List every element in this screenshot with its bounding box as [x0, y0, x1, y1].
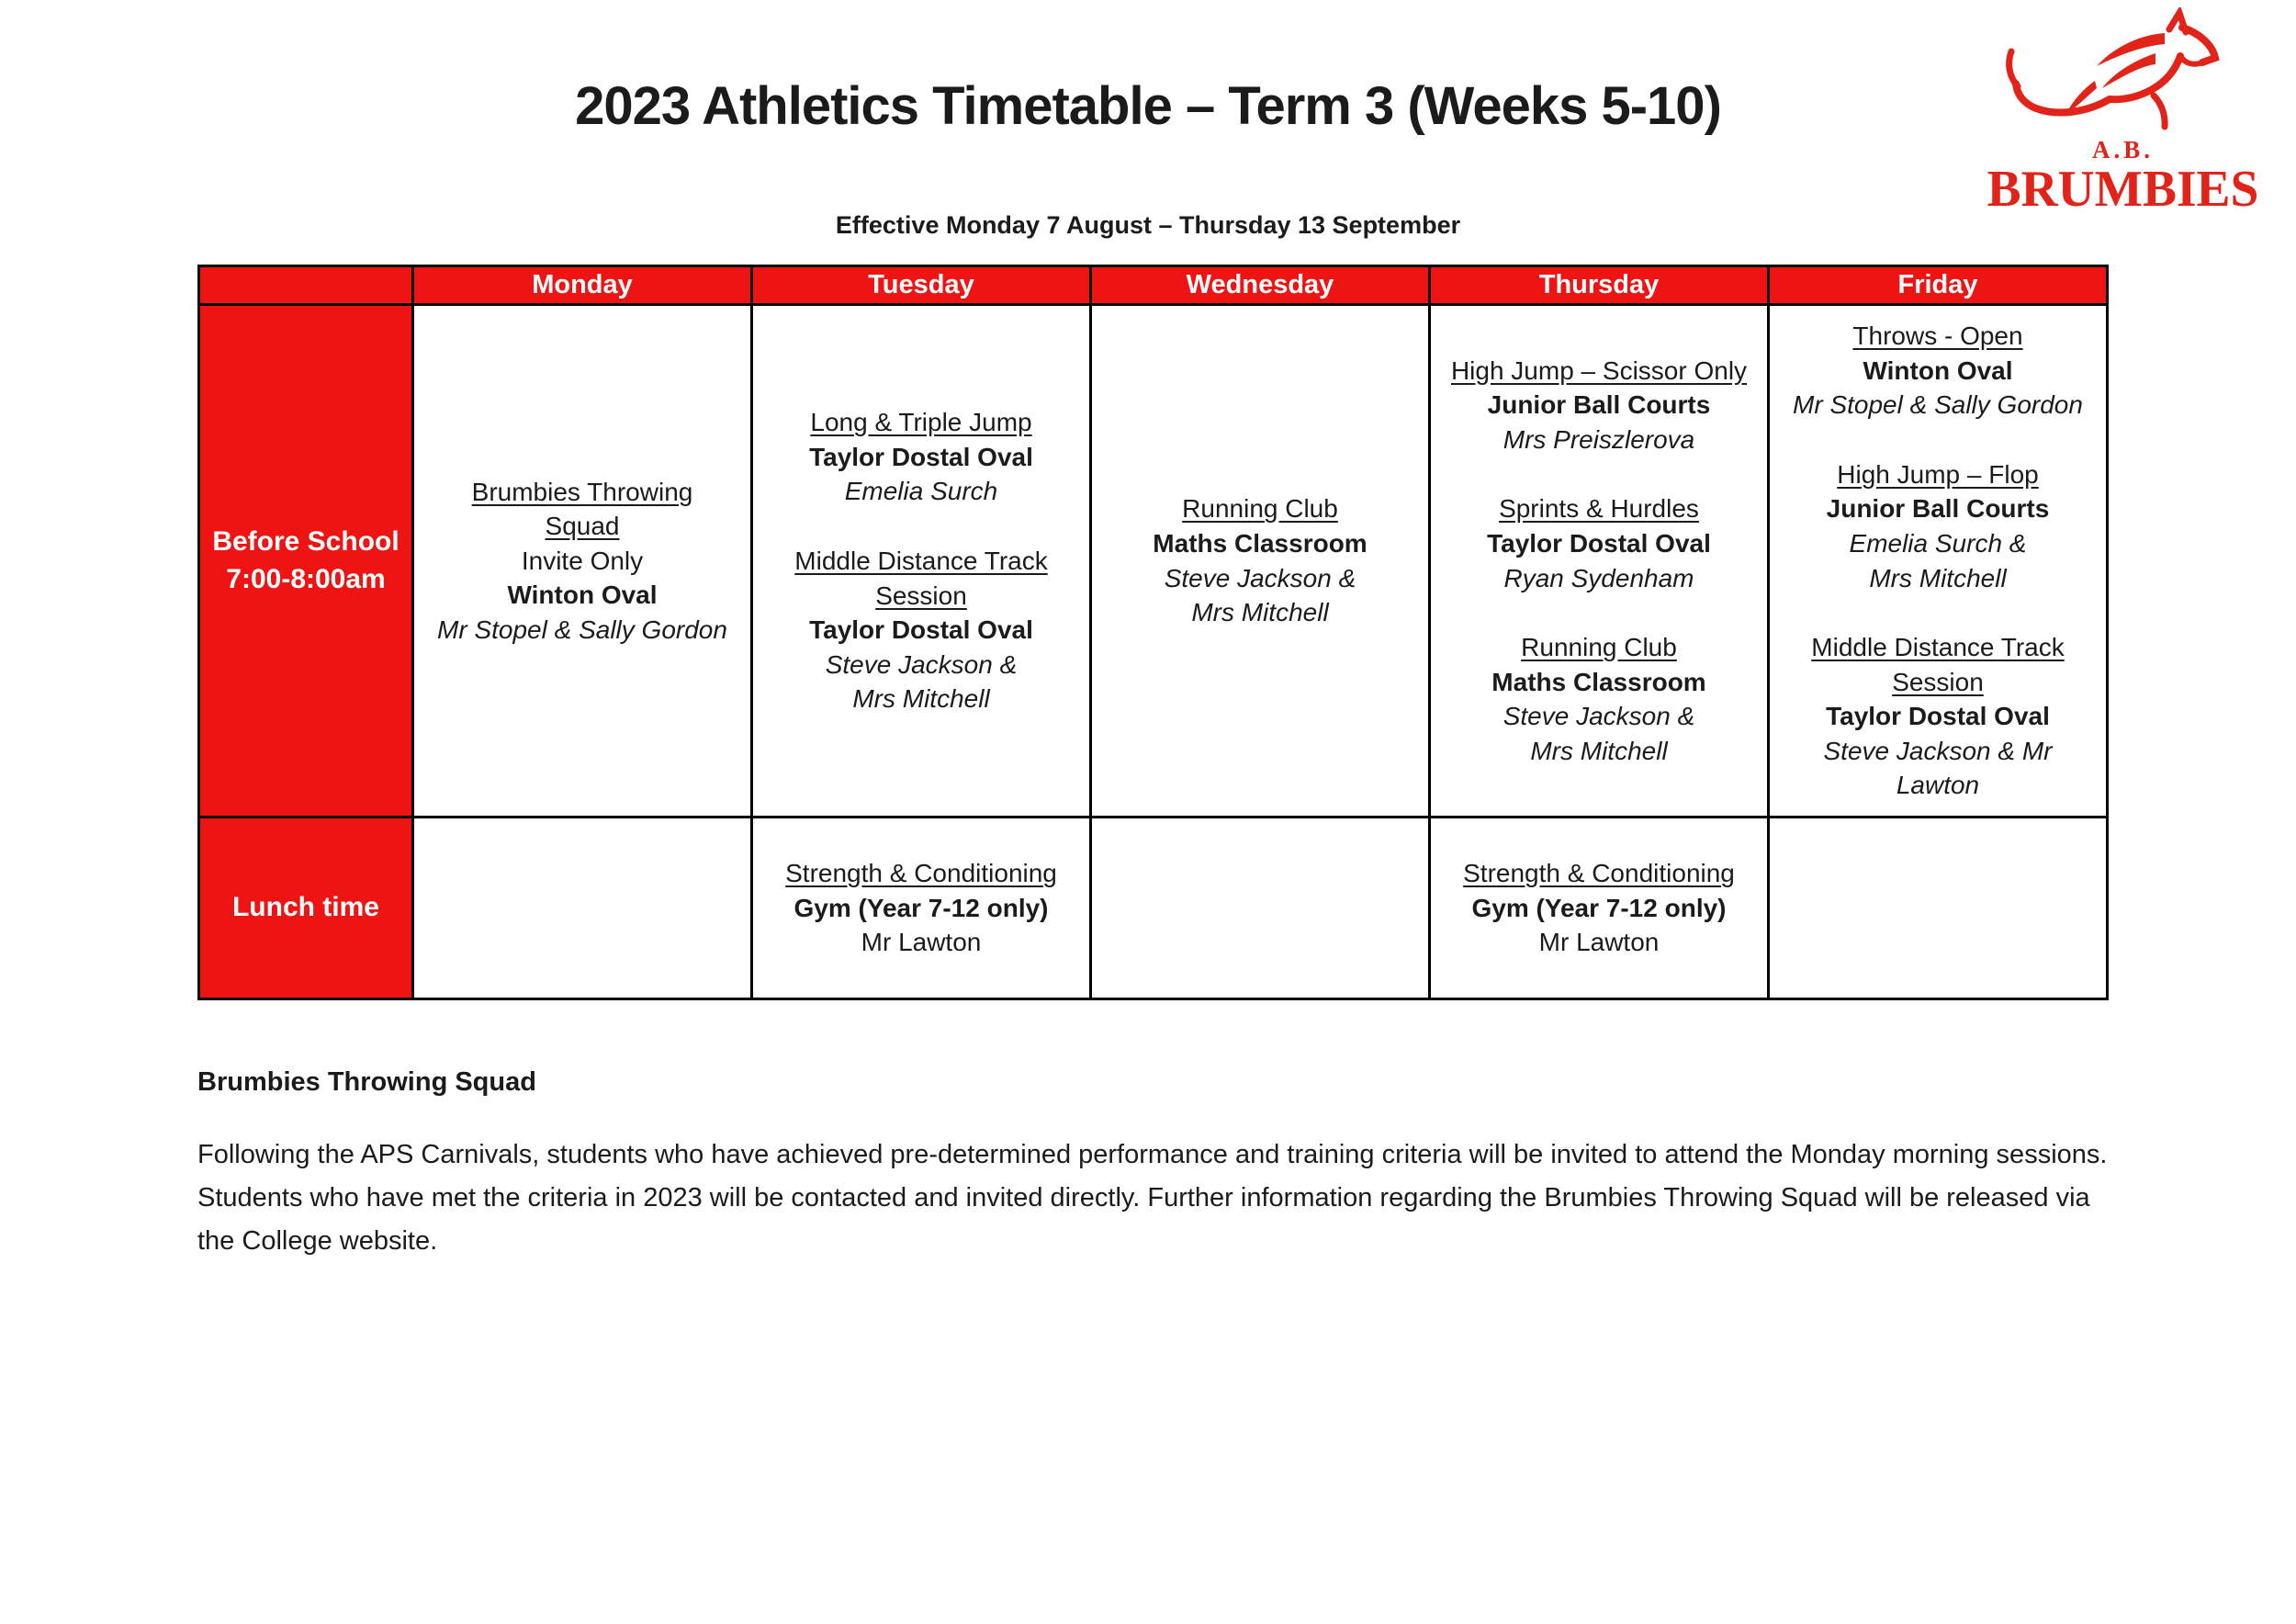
session-line-bold: Gym (Year 7-12 only) — [793, 893, 1049, 922]
session-block — [1436, 856, 1761, 960]
row-label-line: Lunch time — [231, 892, 379, 923]
corner-cell — [199, 266, 413, 305]
logo-abbr: A.B. — [2091, 136, 2154, 164]
logo-name: BRUMBIES — [1986, 161, 2259, 218]
cell-lunch-friday — [1769, 818, 2108, 999]
lunch-row — [199, 818, 2108, 999]
before-school-row — [199, 305, 2108, 818]
session-line-italic: Steve Jackson & — [825, 649, 1018, 679]
session-line-bold: Winton Oval — [1863, 355, 2013, 385]
session-line-underline: Middle Distance Track — [1811, 633, 2065, 662]
session-line-italic: Mrs Mitchell — [1191, 598, 1329, 627]
session-line-underline: Brumbies Throwing — [471, 477, 693, 506]
session-line-underline: Strength & Conditioning — [1463, 859, 1735, 888]
session-block — [1436, 354, 1761, 457]
session-line-italic: Steve Jackson & — [1164, 563, 1356, 592]
session-line-bold: Winton Oval — [507, 581, 658, 610]
session-line-underline: Running Club — [1182, 494, 1338, 524]
cell-lunch-monday — [413, 818, 752, 999]
session-block — [420, 475, 745, 648]
footer-heading: Brumbies Throwing Squad — [197, 1067, 536, 1097]
session-block — [1775, 630, 2100, 803]
cell-lunch-wednesday — [1091, 818, 1430, 999]
session-line-bold: Junior Ball Courts — [1826, 494, 2050, 524]
cell-before-school-thursday — [1430, 305, 1769, 818]
session-line-underline: Squad — [545, 512, 620, 541]
session-line-italic: Emelia Surch — [844, 477, 998, 506]
cell-lunch-thursday — [1430, 818, 1769, 999]
session-block — [1775, 319, 2100, 423]
cell-before-school-tuesday — [752, 305, 1091, 818]
session-line-italic: Mrs Mitchell — [1869, 563, 2007, 592]
session-block — [759, 856, 1084, 960]
day-header-wednesday: Wednesday — [1091, 266, 1430, 305]
session-line-bold: Maths Classroom — [1153, 528, 1367, 558]
session-line-italic: Steve Jackson & — [1503, 702, 1695, 731]
session-line-italic: Mr Stopel & Sally Gordon — [437, 615, 727, 644]
day-header-row — [199, 266, 2108, 305]
session-block — [1097, 491, 1423, 629]
session-line-underline: High Jump – Flop — [1837, 459, 2039, 489]
session-line-bold: Taylor Dostal Oval — [809, 442, 1033, 471]
session-line-italic: Lawton — [1896, 771, 1980, 800]
row-label-before-school — [199, 305, 413, 818]
session-line-plain: Mr Lawton — [1538, 928, 1660, 957]
session-line-plain: Mr Lawton — [861, 928, 982, 957]
session-line-underline: Strength & Conditioning — [785, 859, 1057, 888]
session-line-italic: Emelia Surch & — [1849, 528, 2027, 558]
session-line-underline: Middle Distance Track — [794, 546, 1048, 575]
session-line-underline: Sprints & Hurdles — [1499, 494, 1699, 524]
session-line-underline: Session — [1892, 667, 1984, 696]
cell-before-school-monday — [413, 305, 752, 818]
row-label-line: 7:00-8:00am — [226, 563, 386, 594]
session-block — [1436, 491, 1761, 595]
day-header-thursday: Thursday — [1430, 266, 1769, 305]
page-subtitle: Effective Monday 7 August – Thursday 13 September — [835, 211, 1461, 239]
session-line-italic: Ryan Sydenham — [1503, 563, 1694, 592]
session-line-bold: Junior Ball Courts — [1487, 390, 1711, 420]
row-label-line: Before School — [212, 526, 400, 557]
session-line-italic: Mrs Preiszlerova — [1503, 424, 1695, 454]
session-line-underline: Session — [875, 581, 967, 610]
session-line-underline: Throws - Open — [1852, 321, 2023, 351]
day-header-monday: Monday — [413, 266, 752, 305]
session-line-bold: Taylor Dostal Oval — [1826, 702, 2050, 731]
session-line-italic: Mrs Mitchell — [852, 684, 990, 714]
session-block — [759, 544, 1084, 716]
session-block — [1775, 457, 2100, 595]
session-line-bold: Taylor Dostal Oval — [1487, 528, 1711, 558]
session-line-italic: Steve Jackson & Mr — [1823, 736, 2053, 765]
session-line-plain: Invite Only — [521, 546, 644, 575]
session-line-italic: Mr Stopel & Sally Gordon — [1793, 390, 2083, 420]
day-header-tuesday: Tuesday — [752, 266, 1091, 305]
cell-lunch-tuesday — [752, 818, 1091, 999]
day-header-friday: Friday — [1769, 266, 2108, 305]
session-line-bold: Gym (Year 7-12 only) — [1471, 893, 1727, 922]
session-block — [1436, 630, 1761, 768]
cell-before-school-friday — [1769, 305, 2108, 818]
session-line-underline: High Jump – Scissor Only — [1450, 355, 1748, 385]
session-block — [759, 405, 1084, 509]
page-title: 2023 Athletics Timetable – Term 3 (Weeks 5-10) — [575, 76, 1721, 136]
brumbies-logo — [1964, 7, 2281, 217]
session-line-underline: Running Club — [1521, 633, 1677, 662]
session-line-bold: Taylor Dostal Oval — [809, 615, 1033, 645]
session-line-italic: Mrs Mitchell — [1530, 736, 1668, 765]
row-label-lunch — [199, 818, 413, 999]
session-line-underline: Long & Triple Jump — [810, 408, 1032, 437]
session-line-bold: Maths Classroom — [1491, 667, 1706, 696]
horse-icon — [1964, 7, 2281, 152]
footer-paragraph: Following the APS Carnivals, students who have achieved pre-determined performance and training criteria will be invited to attend the Monday morning sessions. Students who have met the criteria in 2023 will be contacted and invited directly. Further information regarding the Brumbies Throwing Squad will be released via the College website. — [197, 1140, 2108, 1256]
cell-before-school-wednesday — [1091, 305, 1430, 818]
timetable — [197, 265, 2109, 1000]
